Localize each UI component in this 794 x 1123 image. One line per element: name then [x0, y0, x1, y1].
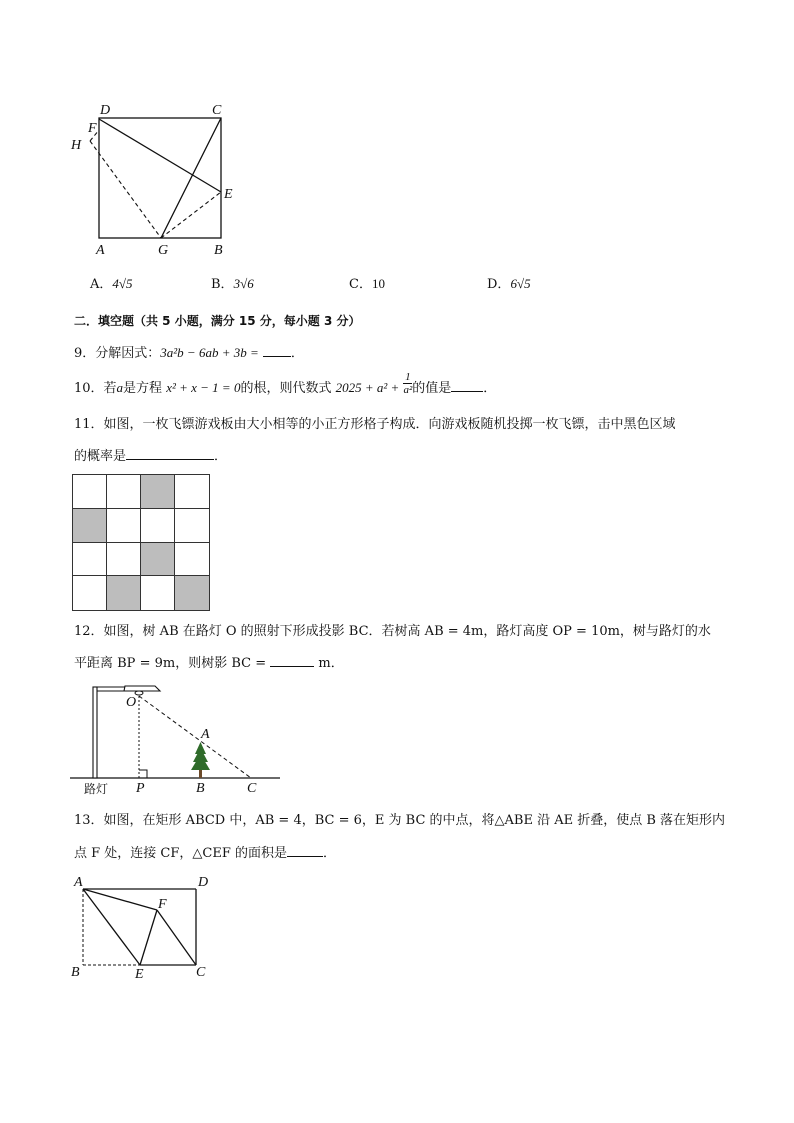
question-12-line2: 平距离 BP = 9m，则树影 BC = m． — [74, 653, 344, 673]
grid-cell — [175, 509, 209, 543]
question-11-line2: 的概率是 ． — [74, 446, 227, 466]
option-c[interactable]: C．10 — [349, 276, 385, 292]
grid-cell-shaded — [73, 509, 107, 543]
grid-cell — [141, 509, 175, 543]
option-a[interactable]: A．4√5 — [90, 276, 133, 292]
answer-blank-9[interactable] — [263, 343, 291, 357]
q8-figure — [60, 98, 260, 263]
lamp-post — [93, 687, 97, 778]
answer-blank-10[interactable] — [451, 378, 483, 392]
label-c: C — [212, 103, 222, 118]
question-13-line2: 点 F 处，连接 CF，△CEF 的面积是 ． — [74, 843, 336, 863]
grid-cell-shaded — [141, 543, 175, 577]
grid-cell — [175, 475, 209, 509]
option-d[interactable]: D．6√5 — [487, 276, 531, 292]
dartboard-grid — [72, 474, 210, 611]
question-9: 9．分解因式：3a²b − 6ab + 3b = ． — [74, 345, 304, 361]
grid-cell — [73, 576, 107, 610]
grid-cell — [73, 475, 107, 509]
grid-cell — [107, 509, 141, 543]
q12-figure — [70, 682, 285, 797]
label-b: B — [214, 243, 223, 258]
fraction: $\frac{1}{\text{a²}}$ — [403, 371, 413, 396]
label-e: E — [224, 187, 233, 202]
label-b: B — [196, 781, 205, 796]
label-a: A — [96, 243, 105, 258]
grid-cell-shaded — [141, 475, 175, 509]
grid-cell — [141, 576, 175, 610]
q13-figure — [68, 870, 218, 985]
grid-cell — [175, 543, 209, 577]
segment-af — [83, 889, 157, 910]
grid-cell — [107, 543, 141, 577]
question-12-line1: 12．如图，树 AB 在路灯 O 的照射下形成投影 BC．若树高 AB = 4m，路灯高度 OP = 10m，树与路灯的水 — [74, 624, 711, 639]
question-13-line1: 13．如图，在矩形 ABCD 中，AB = 4，BC = 6，E 为 BC 的中点，将△ABE 沿 AE 折叠，使点 B 落在矩形内 — [74, 813, 726, 828]
label-a: A — [201, 727, 210, 742]
grid-cell-shaded — [107, 576, 141, 610]
label-f: F — [158, 897, 167, 912]
answer-blank-12[interactable] — [270, 653, 314, 667]
label-a: A — [74, 875, 83, 890]
label-o: O — [126, 695, 137, 710]
label-f: F — [88, 121, 97, 136]
label-c: C — [196, 965, 206, 980]
segment-fc — [157, 910, 196, 965]
question-11-line1: 11．如图，一枚飞镖游戏板由大小相等的小正方形格子构成．向游戏板随机投掷一枚飞镖，击中黑色区域 — [74, 417, 676, 432]
label-h: H — [71, 138, 82, 153]
segment-hg-dashed — [90, 141, 161, 238]
section-title: 二．填空题（共 5 小题，满分 15 分，每小题 3 分） — [74, 314, 361, 328]
answer-blank-13[interactable] — [287, 843, 323, 857]
label-c: C — [247, 781, 257, 796]
question-10: 10．若a是方程 x² + x − 1 = 0的根，则代数式 2025 + a² + $\frac{1}{\text{a²}}$ 的值是 ． — [74, 371, 497, 396]
label-d: D — [198, 875, 209, 890]
label-p: P — [136, 781, 145, 796]
right-angle-mark — [139, 770, 147, 778]
tree-icon — [191, 742, 210, 778]
segment-fe — [140, 910, 157, 965]
grid-cell — [73, 543, 107, 577]
option-b[interactable]: B．3√6 — [211, 276, 254, 292]
label-g: G — [158, 243, 169, 258]
grid-cell — [107, 475, 141, 509]
segment-cg — [161, 118, 221, 238]
label-lamp: 路灯 — [84, 782, 109, 796]
label-b: B — [71, 965, 80, 980]
segment-ae — [83, 889, 140, 965]
lamp-head — [124, 686, 160, 691]
answer-blank-11[interactable] — [126, 446, 214, 460]
lamp-bulb — [135, 691, 143, 695]
label-d: D — [100, 103, 111, 118]
grid-cell-shaded — [175, 576, 209, 610]
label-e: E — [135, 967, 144, 982]
segment-ge-dashed — [161, 192, 221, 238]
